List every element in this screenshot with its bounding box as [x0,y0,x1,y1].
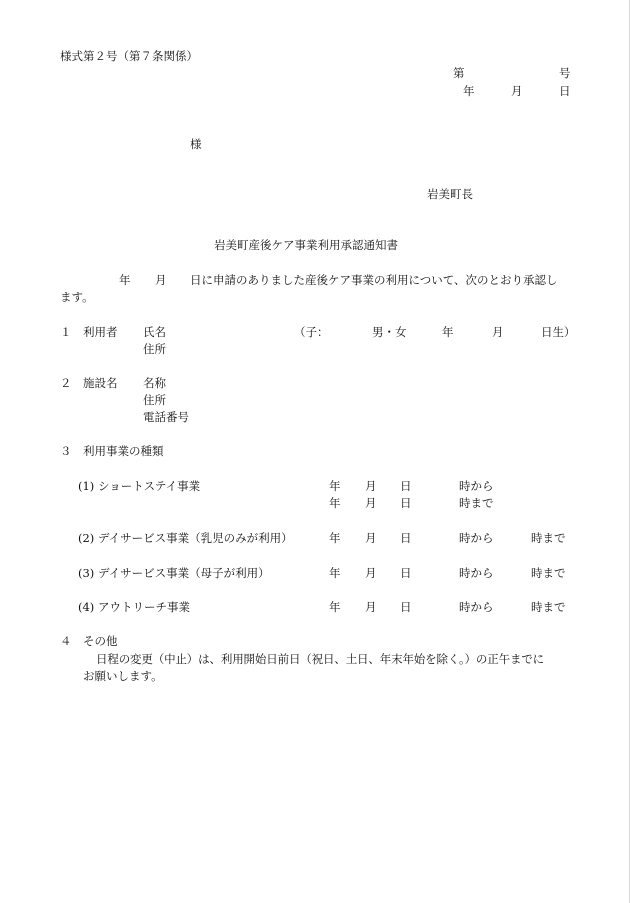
facility-name-label: 名称 [143,376,166,390]
service-item-until: 時まで [531,600,566,614]
section2-heading: 施設名 [83,376,118,390]
section4-number: ４ [60,634,72,648]
facility-address-label: 住所 [143,393,166,407]
service-item-day: 日 [400,600,412,614]
service-item-year2: 年 [329,496,341,510]
service-item-day: 日 [400,479,412,493]
intro-text-line1: 日に申請のありました産後ケア事業の利用について、次のとおり承認し [190,273,558,287]
service-item-year: 年 [329,479,341,493]
intro-month: 月 [155,273,167,287]
service-item-until: 時まで [531,531,566,545]
document-title: 岩美町産後ケア事業利用承認通知書 [214,238,398,252]
section2-number: ２ [60,376,72,390]
form-label: 様式第２号（第７条関係） [60,49,198,63]
section3-heading: 利用事業の種類 [83,444,164,458]
service-item-from: 時から [459,566,494,580]
doc-number-suffix: 号 [559,66,571,80]
service-item-until: 時まで [459,496,494,510]
service-item-month: 月 [365,531,377,545]
service-item-from: 時から [459,531,494,545]
service-item-label: (2) デイサービス事業（乳児のみが利用） [78,531,293,545]
date-day: 日 [559,84,571,98]
service-item-from: 時から [459,479,494,493]
user-address-label: 住所 [143,342,166,356]
service-item-month: 月 [365,600,377,614]
service-item-label: (4) アウトリーチ事業 [78,600,190,614]
service-item-month2: 月 [365,496,377,510]
service-item-until: 時まで [531,566,566,580]
notes-line2: お願いします。 [83,669,163,683]
date-year: 年 [463,84,475,98]
recipient-suffix: 様 [190,137,202,151]
doc-number-prefix: 第 [453,66,465,80]
service-item-label: (1) ショートステイ事業 [78,479,201,493]
service-item-label: (3) デイサービス事業（母子が利用） [78,566,270,580]
child-label: （子： [294,325,329,339]
issuer: 岩美町長 [427,187,473,201]
service-item-year: 年 [329,566,341,580]
intro-year: 年 [119,273,131,287]
section1-heading: 利用者 [83,325,118,339]
intro-text-line2: ます。 [60,290,94,304]
service-item-from: 時から [459,600,494,614]
section1-number: １ [60,325,72,339]
service-item-year: 年 [329,531,341,545]
birth-day: 日生） [541,325,576,339]
service-item-month: 月 [365,479,377,493]
service-item-day2: 日 [400,496,412,510]
birth-month: 月 [492,325,504,339]
service-item-day: 日 [400,566,412,580]
service-item-year: 年 [329,600,341,614]
section4-heading: その他 [83,634,118,648]
service-item-month: 月 [365,566,377,580]
sex-choice: 男・女 [372,325,407,339]
user-name-label: 氏名 [143,325,166,339]
date-month: 月 [511,84,523,98]
birth-year: 年 [442,325,454,339]
section3-number: ３ [60,444,72,458]
facility-phone-label: 電話番号 [143,410,189,424]
notes-line1: 日程の変更（中止）は、利用開始日前日（祝日、土日、年末年始を除く。）の正午までに [96,652,545,666]
service-item-day: 日 [400,531,412,545]
